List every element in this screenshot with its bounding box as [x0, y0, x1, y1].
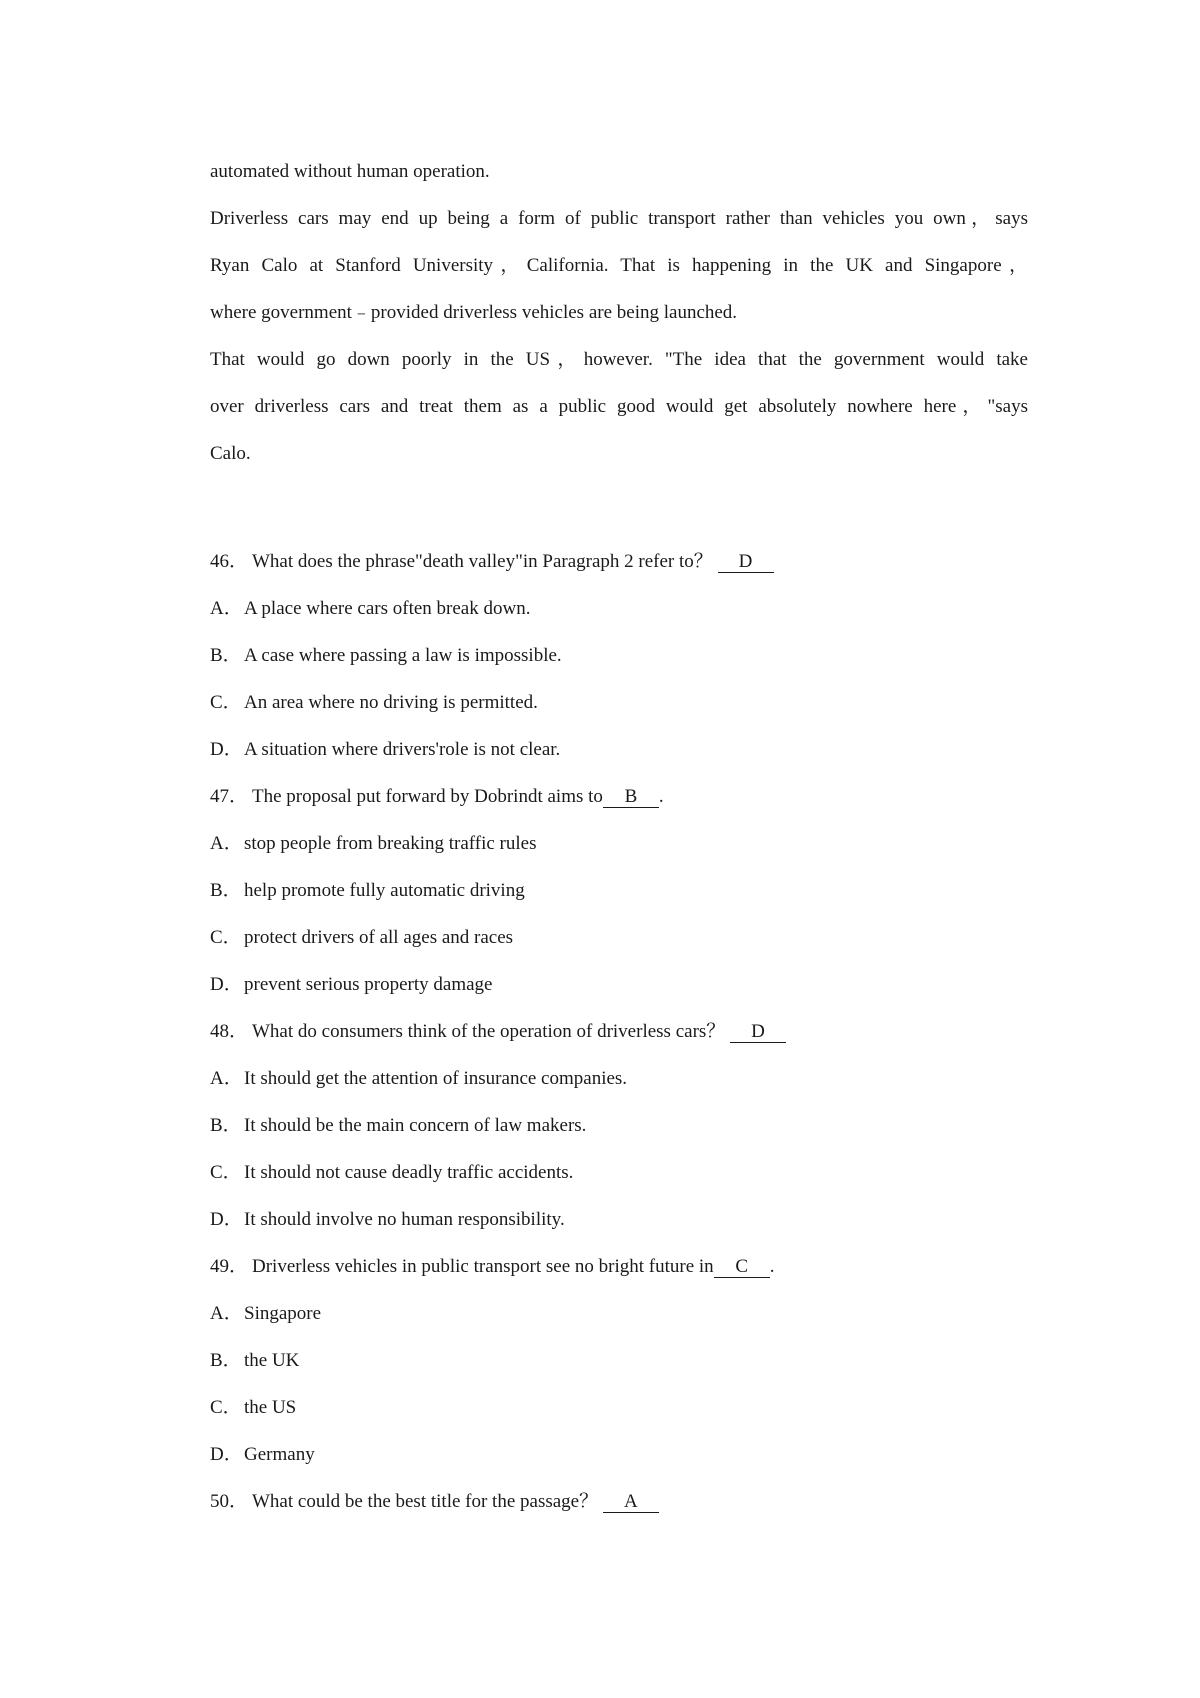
- option-letter: D．: [210, 739, 243, 760]
- option-text: Singapore: [244, 1303, 322, 1324]
- question-number: 47．: [210, 786, 249, 807]
- option-text: the UK: [244, 1350, 300, 1371]
- option-text: Germany: [244, 1444, 315, 1465]
- option-letter: D．: [210, 974, 243, 995]
- option-b: [210, 1349, 299, 1373]
- option-text: It should get the attention of insurance companies.: [244, 1068, 628, 1089]
- option-text: A situation where drivers'role is not clear.: [244, 739, 561, 760]
- option-text: It should be the main concern of law makers.: [244, 1115, 587, 1136]
- question-stem: What do consumers think of the operation of driverless cars？: [252, 1021, 726, 1042]
- answer-blank: C: [714, 1257, 770, 1278]
- option-c: [210, 926, 513, 950]
- answer-blank: B: [603, 787, 659, 808]
- option-letter: C．: [210, 1397, 242, 1418]
- option-b: [210, 879, 525, 903]
- option-c: [210, 691, 538, 715]
- option-letter: C．: [210, 692, 242, 713]
- passage-line: over driverless cars and treat them as a public good would get absolutely nowhere here，"says: [210, 396, 1028, 417]
- answer-blank: D: [718, 552, 774, 573]
- option-text: help promote fully automatic driving: [244, 880, 525, 901]
- option-text: It should involve no human responsibility.: [244, 1209, 565, 1230]
- passage-line: Calo.: [210, 443, 251, 464]
- option-d: [210, 973, 493, 997]
- option-text: A case where passing a law is impossible.: [244, 645, 562, 666]
- option-letter: B．: [210, 1115, 242, 1136]
- passage-line: Ryan Calo at Stanford University，California. That is happening in the UK and Singapore，: [210, 255, 1028, 276]
- question-number: 50．: [210, 1491, 249, 1512]
- option-text: prevent serious property damage: [244, 974, 493, 995]
- option-d: [210, 738, 560, 762]
- option-a: [210, 1067, 627, 1091]
- option-a: [210, 832, 536, 856]
- question-number: 46．: [210, 551, 249, 572]
- option-a: [210, 597, 530, 621]
- question-48: [210, 1020, 786, 1044]
- passage-line: automated without human operation.: [210, 161, 490, 182]
- option-c: [210, 1396, 296, 1420]
- option-text: protect drivers of all ages and races: [244, 927, 514, 948]
- question-stem-end: .: [658, 786, 664, 807]
- question-stem-end: .: [769, 1256, 775, 1277]
- option-d: [210, 1443, 315, 1467]
- option-d: [210, 1208, 565, 1232]
- option-text: the US: [244, 1397, 297, 1418]
- question-number: 48．: [210, 1021, 249, 1042]
- option-letter: B．: [210, 645, 242, 666]
- option-letter: C．: [210, 1162, 242, 1183]
- passage-line: where government﹣provided driverless vehicles are being launched.: [210, 302, 738, 323]
- option-text: It should not cause deadly traffic accidents.: [244, 1162, 574, 1183]
- question-50: [210, 1490, 659, 1514]
- option-letter: B．: [210, 1350, 242, 1371]
- option-text: A place where cars often break down.: [244, 598, 531, 619]
- question-stem: The proposal put forward by Dobrindt aims to: [252, 786, 603, 807]
- option-c: [210, 1161, 573, 1185]
- answer-blank: D: [730, 1022, 786, 1043]
- option-letter: A．: [210, 1303, 243, 1324]
- answer-blank: A: [603, 1492, 659, 1513]
- option-letter: D．: [210, 1209, 243, 1230]
- question-47: [210, 785, 664, 809]
- option-letter: D．: [210, 1444, 243, 1465]
- question-stem: What does the phrase"death valley"in Paragraph 2 refer to？: [252, 551, 713, 572]
- passage-line: Driverless cars may end up being a form of public transport rather than vehicles you own，says: [210, 208, 1028, 229]
- option-letter: B．: [210, 880, 242, 901]
- option-letter: A．: [210, 833, 243, 854]
- option-letter: C．: [210, 927, 242, 948]
- question-stem: What could be the best title for the passage？: [252, 1491, 599, 1512]
- passage-line: That would go down poorly in the US，however. "The idea that the government would take: [210, 349, 1028, 370]
- option-letter: A．: [210, 1068, 243, 1089]
- question-46: [210, 550, 774, 574]
- option-text: stop people from breaking traffic rules: [244, 833, 537, 854]
- option-a: [210, 1302, 321, 1326]
- question-stem: Driverless vehicles in public transport see no bright future in: [252, 1256, 714, 1277]
- question-49: [210, 1255, 774, 1279]
- option-letter: A．: [210, 598, 243, 619]
- option-b: [210, 1114, 586, 1138]
- question-number: 49．: [210, 1256, 249, 1277]
- option-b: [210, 644, 562, 668]
- option-text: An area where no driving is permitted.: [244, 692, 538, 713]
